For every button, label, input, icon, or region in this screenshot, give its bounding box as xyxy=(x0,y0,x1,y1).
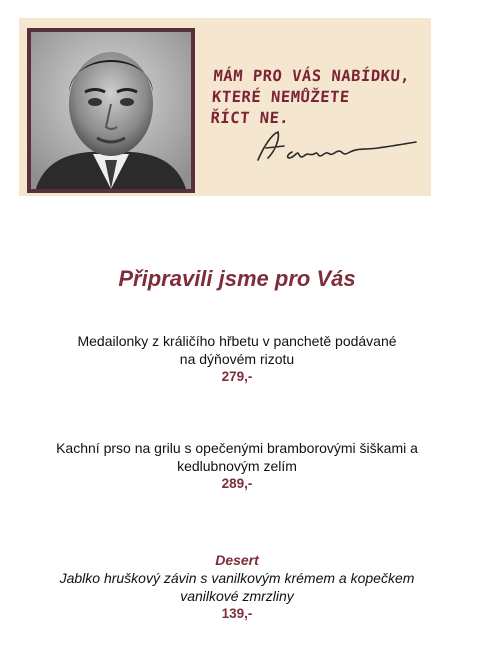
menu-item xyxy=(0,332,474,386)
portrait-photo xyxy=(27,28,195,193)
dish-description-line: Medailonky z králičího hřbetu v panchetě podávané xyxy=(77,333,397,349)
dessert-description-line: vanilkové zmrzliny xyxy=(180,588,294,604)
dessert-category: Desert xyxy=(215,552,259,568)
quote-line: MÁM PRO VÁS NABÍDKU, xyxy=(212,67,411,85)
dish-description-line: Kachní prso na grilu s opečenými bramborovými šiškami a xyxy=(56,440,418,456)
dish-price: 289,- xyxy=(221,476,253,491)
dish-price: 279,- xyxy=(221,369,253,384)
quote-line: KTERÉ NEMŮŽETE xyxy=(211,88,351,106)
signature-icon xyxy=(254,126,419,166)
dish-description-line: kedlubnovým zelím xyxy=(177,458,297,474)
quote-text xyxy=(210,66,429,129)
quote-line: ŘÍCT NE. xyxy=(209,109,290,127)
portrait-illustration xyxy=(31,32,191,189)
section-title: Připravili jsme pro Vás xyxy=(118,266,356,291)
dessert-description-line: Jablko hruškový závin s vanilkovým krémem a kopečkem xyxy=(59,570,415,586)
dish-description-line: na dýňovém rizotu xyxy=(179,351,295,367)
dessert-price: 139,- xyxy=(221,606,253,621)
dessert-item xyxy=(0,551,474,623)
header-banner xyxy=(19,18,431,196)
menu-item xyxy=(0,439,474,493)
